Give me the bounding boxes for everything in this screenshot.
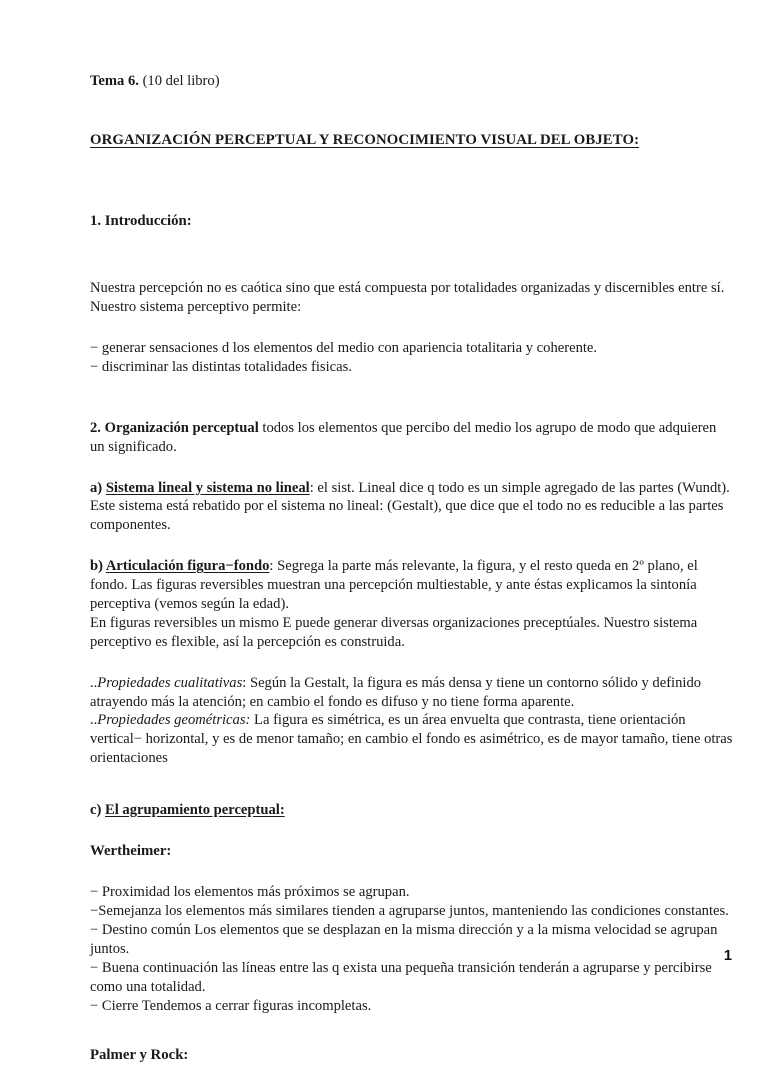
gestalt-law: − Destino común Los elementos que se desplazan en la misma dirección y a la misma velocidad se agrupan juntos.	[90, 921, 722, 957]
subsection-title-figura-fondo: Articulación figura−fondo	[105, 558, 270, 575]
spacer	[90, 1015, 734, 1037]
topic-label: Tema 6.	[90, 73, 139, 89]
property-prefix: ..	[90, 712, 98, 729]
property-cualitativas	[90, 674, 734, 712]
gestalt-law: − Buena continuación las líneas entre las q exista una pequeña transición tenderán a agruparse y percibirse como una totalidad.	[90, 959, 716, 995]
introduccion-bullet: − generar sensaciones d los elementos del medio con apariencia totalitaria y coherente.	[90, 339, 598, 356]
section-organizacion-text: todos los elementos que percibo del medio los agrupo de modo que adquieren un significado.	[90, 419, 717, 455]
spacer	[90, 317, 734, 339]
document-body	[90, 72, 734, 1066]
property-label-geometricas: Propiedades geométricas:	[97, 712, 251, 729]
section-heading-introduccion: 1. Introducción:	[90, 213, 192, 230]
page-title: ORGANIZACIÓN PERCEPTUAL Y RECONOCIMIENTO VISUAL DEL OBJETO:	[90, 131, 640, 148]
spacer	[90, 1037, 734, 1046]
spacer	[90, 150, 734, 198]
subsection-marker-b: b)	[90, 558, 106, 575]
spacer	[90, 820, 734, 842]
property-label-cualitativas: Propiedades cualitativas	[97, 674, 243, 691]
topic-line	[90, 72, 734, 91]
spacer	[90, 231, 734, 279]
subsection-title-sistema-lineal: Sistema lineal y sistema no lineal	[105, 479, 310, 496]
author-heading-palmer-rock: Palmer y Rock:	[90, 1047, 189, 1064]
page-number: 1	[723, 948, 732, 964]
subsection-marker-c: c)	[90, 802, 105, 819]
property-text-cualitativas: : Según la Gestalt, la figura es más densa y tiene un contorno sólido y definido atrayendo más la atención; en cambio el fondo es difuso y no tiene forma aparente.	[90, 674, 702, 710]
section-organizacion-lead	[90, 419, 734, 457]
spacer	[90, 457, 734, 479]
property-prefix: ..	[90, 674, 98, 691]
subsection-body-extra-figura-fondo: En figuras reversibles un mismo E puede generar diversas organizaciones preceptúales. Nuestro sistema perceptivo es flexible, así la percepción es construida.	[90, 614, 698, 650]
subsection-body-figura-fondo: : Segrega la parte más relevante, la figura, y el resto queda en 2º plano, el fondo. Las figuras reversibles muestran una percepción multiestable, y ante éstas explicamos la sintonía perceptiva (vemos según la edad).	[90, 558, 698, 612]
gestalt-law: −Semejanza los elementos más similares tienden a agruparse juntos, manteniendo las condiciones constantes.	[90, 903, 729, 920]
spacer	[90, 652, 734, 674]
spacer	[90, 91, 734, 131]
topic-rest: (10 del libro)	[138, 73, 220, 89]
spacer	[90, 768, 734, 801]
subsection-body-sistema-lineal: : el sist. Lineal dice q todo es un simple agregado de las partes (Wundt). Este sistema está rebatido por el sistema no lineal: (Gestalt), que dice que el todo no es reducible a las partes componentes.	[90, 479, 730, 534]
subsection-title-agrupamiento: El agrupamiento perceptual:	[105, 802, 285, 819]
subsection-sistema-lineal	[90, 479, 734, 536]
subsection-marker-a: a)	[90, 479, 106, 496]
property-geometricas	[90, 711, 734, 768]
gestalt-law: − Proximidad los elementos más próximos se agrupan.	[90, 884, 410, 901]
spacer	[90, 377, 734, 410]
gestalt-law: − Cierre Tendemos a cerrar figuras incompletas.	[90, 997, 372, 1014]
introduccion-paragraph: Nuestra percepción no es caótica sino que está compuesta por totalidades organizadas y discernibles entre sí. Nuestro sistema perceptivo permite:	[90, 280, 725, 316]
spacer	[90, 410, 734, 419]
subsection-figura-fondo	[90, 557, 734, 614]
introduccion-bullet: − discriminar las distintas totalidades fisicas.	[90, 358, 352, 375]
spacer	[90, 535, 734, 557]
spacer	[90, 861, 734, 883]
spacer	[90, 198, 734, 212]
author-heading-wertheimer: Wertheimer:	[90, 843, 172, 860]
subsection-agrupamiento	[90, 801, 734, 820]
property-text-geometricas: La figura es simétrica, es un área envuelta que contrasta, tiene orientación vertical− horizontal, y es de menor tamaño; en cambio el fondo es asimétrico, es de mayor tamaño, tiene otras orientaciones	[90, 712, 733, 767]
section-organizacion-label: 2. Organización perceptual	[90, 419, 259, 436]
